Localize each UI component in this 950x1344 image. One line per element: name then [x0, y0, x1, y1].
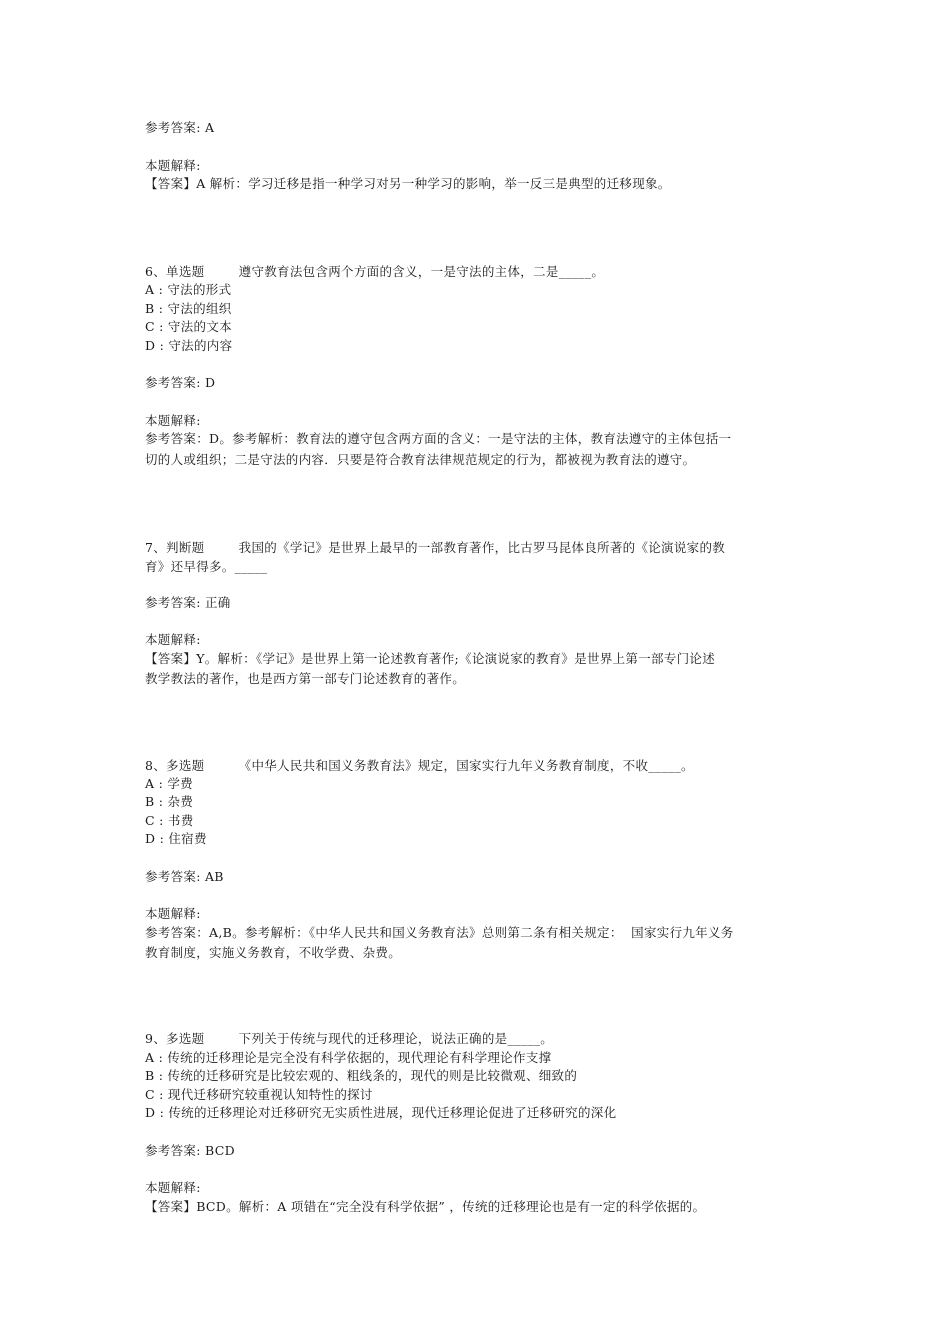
- question-6-explanation-line-2: 切的人或组织；二是守法的内容．只要是符合教育法律规范规定的行为，都被视为教育法的遵守。: [145, 452, 696, 467]
- question-6-option-a: A : 守法的形式: [145, 282, 232, 297]
- question-8-option-b: B : 杂费: [145, 794, 194, 809]
- question-8-explanation-line-2: 教育制度，实施义务教育，不收学费、杂费。: [145, 945, 402, 960]
- explanation-text: 【答案】A 解析：学习迁移是指一种学习对另一种学习的影响，举一反三是典型的迁移现象。: [145, 176, 671, 191]
- question-6-explanation-line-1: 参考答案：D。参考解析：教育法的遵守包含两方面的含义：一是守法的主体，教育法遵守的主体包括一: [145, 431, 732, 446]
- question-8-option-c: C : 书费: [145, 813, 194, 828]
- question-9-option-c: C : 现代迁移研究较重视认知特性的探讨: [145, 1087, 373, 1102]
- question-9-option-b: B : 传统的迁移研究是比较宏观的、粗线条的，现代的则是比较微观、细致的: [145, 1068, 578, 1083]
- question-9-explanation-text: 【答案】BCD。解析：A 项错在“完全没有科学依据” ，传统的迁移理论也是有一定的科学依据的。: [145, 1199, 706, 1214]
- question-7-explanation-line-1: 【答案】Y。解析：《学记》是世界上第一论述教育著作;《论演说家的教育》是世界上第一部专门论述: [145, 651, 716, 666]
- question-8-option-a: A : 学费: [145, 776, 193, 791]
- question-6-explanation-label: 本题解释:: [145, 413, 201, 428]
- question-8-answer: 参考答案: AB: [145, 869, 224, 884]
- question-7-header-line-2: 育》还早得多。_____: [145, 559, 268, 574]
- question-9-header: 9、多选题 下列关于传统与现代的迁移理论，说法正确的是_____。: [145, 1031, 553, 1046]
- question-8-explanation-line-1: 参考答案：A,B。参考解析：《中华人民共和国义务教育法》总则第二条有相关规定： 国家实行九年义务: [145, 925, 734, 940]
- question-6-answer: 参考答案: D: [145, 375, 216, 390]
- question-7-answer: 参考答案: 正确: [145, 595, 231, 610]
- question-8-header: 8、多选题 《中华人民共和国义务教育法》规定，国家实行九年义务教育制度，不收_____。: [145, 758, 694, 773]
- question-8-option-d: D : 住宿费: [145, 831, 207, 846]
- question-6-option-b: B : 守法的组织: [145, 301, 232, 316]
- question-7-header-line-1: 7、判断题 我国的《学记》是世界上最早的一部教育著作，比古罗马昆体良所著的《论演说家的教: [145, 540, 726, 555]
- question-7-explanation-line-2: 教学教法的著作，也是西方第一部专门论述教育的著作。: [145, 671, 466, 686]
- question-9-answer: 参考答案: BCD: [145, 1143, 235, 1158]
- question-6-header: 6、单选题 遵守教育法包含两个方面的含义，一是守法的主体，二是_____。: [145, 264, 605, 279]
- explanation-label: 本题解释:: [145, 158, 201, 173]
- answer-line: 参考答案: A: [145, 120, 215, 135]
- question-9-explanation-label: 本题解释:: [145, 1180, 201, 1195]
- question-7-explanation-label: 本题解释:: [145, 632, 201, 647]
- question-6-option-d: D : 守法的内容: [145, 338, 233, 353]
- question-9-option-d: D : 传统的迁移理论对迁移研究无实质性进展，现代迁移理论促进了迁移研究的深化: [145, 1105, 617, 1120]
- question-9-option-a: A : 传统的迁移理论是完全没有科学依据的，现代理论有科学理论作支撑: [145, 1050, 552, 1065]
- question-6-option-c: C : 守法的文本: [145, 319, 232, 334]
- question-8-explanation-label: 本题解释:: [145, 906, 201, 921]
